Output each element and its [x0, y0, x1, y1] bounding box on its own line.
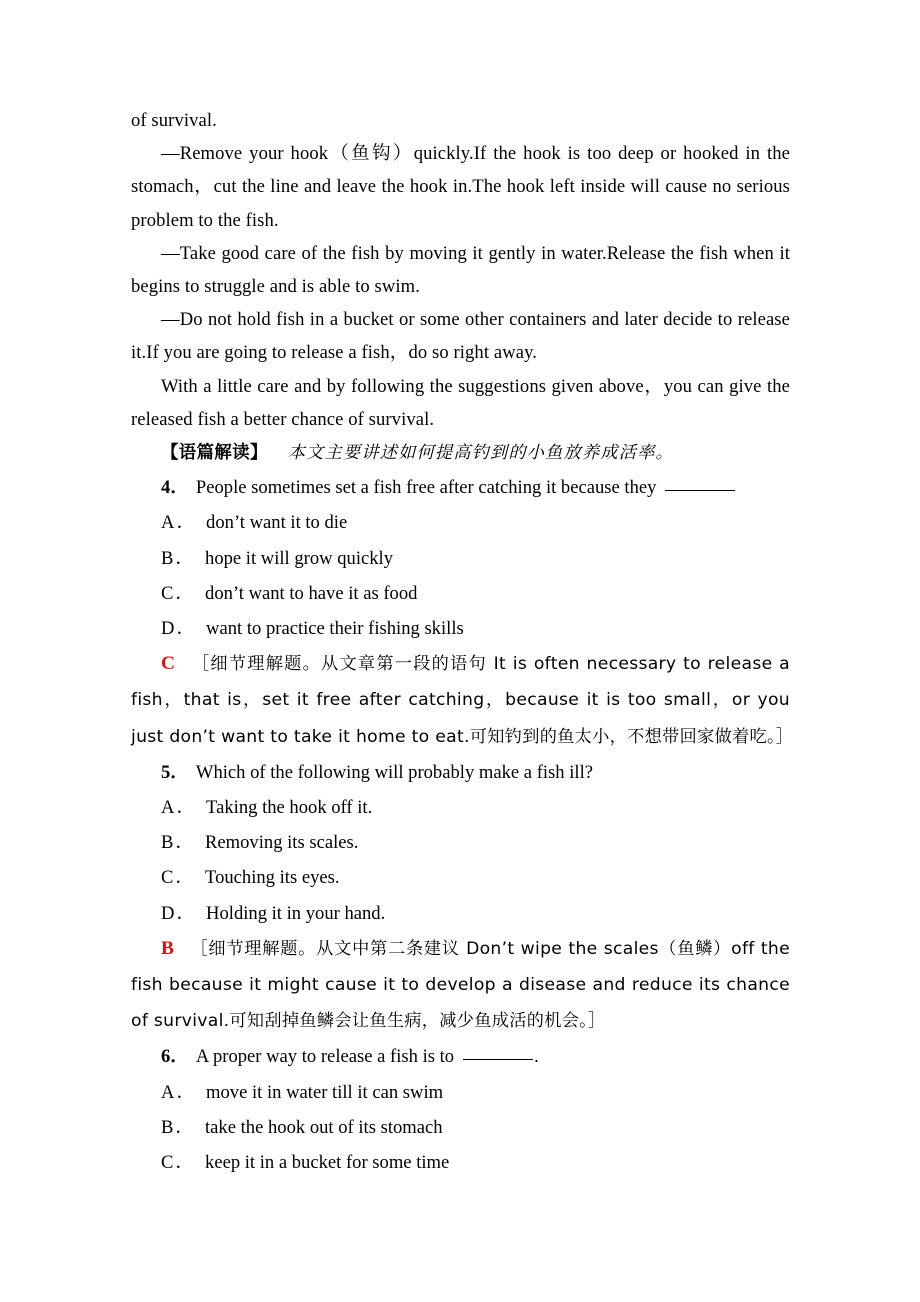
option-separator: ． [175, 547, 197, 569]
answer-explanation [131, 646, 794, 755]
option-label: D [161, 902, 177, 924]
passage-bullet-2: —Take good care of the fish by moving it gently in water.Release the fish when it begins to struggle and is able to swim. [131, 242, 790, 298]
option-label: A [161, 797, 177, 819]
option-b[interactable] [131, 1110, 790, 1145]
option-separator: ． [176, 1081, 198, 1103]
option-a[interactable] [131, 1075, 790, 1110]
page-content [131, 104, 794, 1180]
option-text: Removing its scales. [205, 832, 359, 854]
question-number: 5 [161, 761, 171, 783]
answer-key: B [161, 937, 174, 959]
option-label: B [161, 1116, 176, 1138]
passage-continuation-line: of survival. [131, 110, 217, 131]
question-stem [131, 755, 790, 790]
option-text: Taking the hook off it. [206, 797, 373, 819]
option-b[interactable] [131, 825, 790, 860]
question-text: People sometimes set a fish free after catching it because they [195, 477, 657, 499]
question-stem [131, 470, 790, 505]
option-d[interactable] [131, 611, 790, 646]
option-separator: ． [176, 902, 198, 924]
option-separator: ． [175, 867, 197, 889]
option-text: move it in water till it can swim [206, 1081, 444, 1103]
question-separator: ． [170, 477, 192, 499]
option-a[interactable] [131, 790, 790, 825]
reading-note-tag: 【语篇解读】 [161, 443, 268, 464]
question-number: 6 [161, 1046, 171, 1068]
option-a[interactable] [131, 505, 790, 540]
option-text: keep it in a bucket for some time [205, 1152, 450, 1174]
question-text: Which of the following will probably make a fish ill? [195, 761, 593, 783]
question-text-suffix: . [534, 1046, 539, 1068]
question-number: 4 [161, 477, 171, 499]
option-text: take the hook out of its stomach [205, 1116, 443, 1138]
option-label: C [161, 582, 176, 604]
question-stem [131, 1039, 790, 1074]
option-separator: ． [176, 618, 198, 640]
option-separator: ． [175, 832, 197, 854]
option-label: A [161, 512, 177, 534]
option-d[interactable] [131, 896, 790, 931]
option-c[interactable] [131, 576, 790, 611]
question-text: A proper way to release a fish is to [195, 1046, 455, 1068]
option-text: don’t want to have it as food [205, 582, 418, 604]
option-label: C [161, 867, 176, 889]
passage-bullet-1: —Remove your hook（鱼钩）quickly.If the hook is too deep or hooked in the stomach，cut the line and leave the hook in.The hook left inside will cause no serious problem to the fish. [131, 143, 790, 231]
passage-closing-paragraph: With a little care and by following the suggestions given above，you can give the released fish a better chance of survival. [131, 375, 790, 430]
answer-blank[interactable] [665, 490, 735, 491]
option-c[interactable] [131, 860, 790, 895]
option-label: A [161, 1081, 177, 1103]
option-label: C [161, 1152, 176, 1174]
answer-explanation [131, 931, 790, 1040]
option-separator: ． [175, 582, 197, 604]
reading-note-text: 本文主要讲述如何提高钓到的小鱼放养成活率。 [287, 443, 674, 464]
option-label: B [161, 832, 176, 854]
option-separator: ． [176, 512, 198, 534]
passage-bullet-3: —Do not hold fish in a bucket or some other containers and later decide to release it.If you are going to release a fish，do so right away. [131, 309, 790, 364]
option-separator: ． [175, 1116, 197, 1138]
option-text: Holding it in your hand. [206, 902, 386, 924]
option-b[interactable] [131, 541, 790, 576]
question-separator: ． [170, 761, 192, 783]
option-separator: ． [175, 1152, 197, 1174]
answer-blank[interactable] [463, 1059, 533, 1060]
explanation-text: ［细节理解题。从文章第一段的语句 It is often necessary to release a fish，that is，set it free after catching，because it is too small，or you just don’t want to take it home to eat.可知钓到的鱼太小，不想带回家做着吃。］ [131, 654, 794, 747]
option-text: hope it will grow quickly [205, 547, 393, 569]
answer-key: C [161, 653, 176, 675]
explanation-text: ［细节理解题。从文中第二条建议 Don’t wipe the scales（鱼鳞）off the fish because it might cause it to develop a disease and reduce its chance of survival.可知刮掉鱼鳞会让鱼生病，减少鱼成活的机会。］ [131, 938, 790, 1032]
option-label: D [161, 618, 177, 640]
option-text: don’t want it to die [206, 512, 348, 534]
option-c[interactable] [131, 1145, 790, 1180]
option-label: B [161, 547, 176, 569]
option-text: want to practice their fishing skills [206, 618, 464, 640]
option-text: Touching its eyes. [205, 867, 340, 889]
question-separator: ． [170, 1046, 192, 1068]
reading-note [131, 436, 790, 470]
option-separator: ． [176, 797, 198, 819]
